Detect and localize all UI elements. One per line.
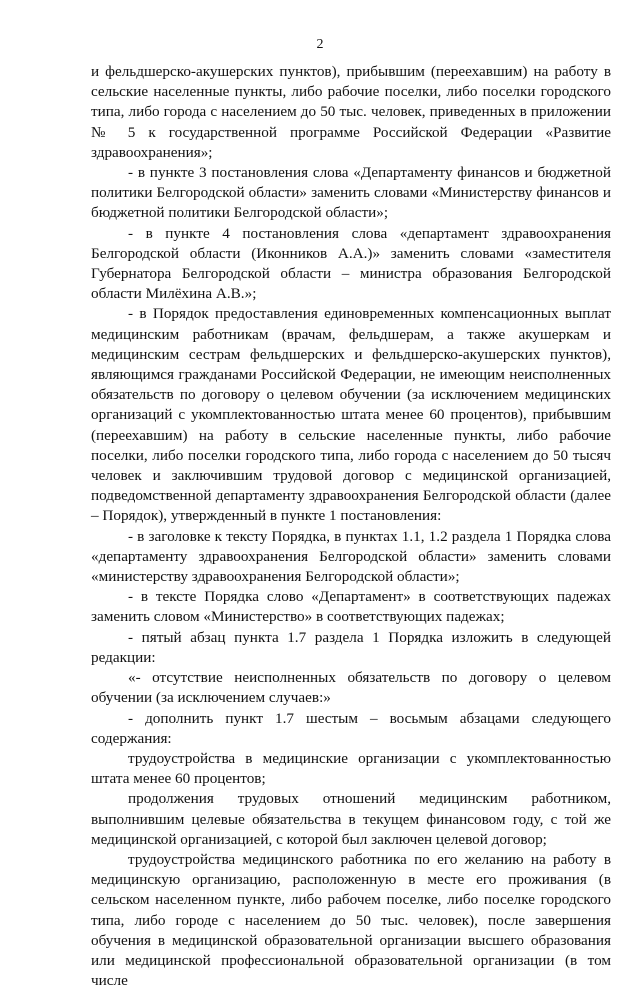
paragraph-quoted-wording: «- отсутствие неисполненных обязательств по договору о целевом обучении (за исключением случаев:» <box>91 669 611 707</box>
paragraph-continued-employment: продолжения трудовых отношений медицинским работником, выполнившим целевые обязательства в текущем финансовом году, с той же медицинской организацией, с которой был заключен целевой договор; <box>91 790 611 848</box>
paragraph-point-3-amendment: - в пункте 3 постановления слова «Департаменту финансов и бюджетной политики Белгородской области» заменить словами «Министерству финансов и бюджетной политики Белгородской области»; <box>91 164 611 222</box>
paragraph-point-4-amendment: - в пункте 4 постановления слова «департамент здравоохранения Белгородской области (Иконников А.А.)» заменить словами «заместителя Губернатора Белгородской области – министра образования Белгородской области Милёхина А.В.»; <box>91 224 611 303</box>
paragraph-employment-at-residence: трудоустройства медицинского работника по его желанию на работу в медицинскую организацию, расположенную в месте его проживания (в сельском населенном пункте, либо рабочем поселке, либо поселке городского типа, либо городе с населением до 50 тыс. человек), после завершения обучения в медицинской образовательной организации высшего образования или медицинской профессиональной образовательной организации (в том числе <box>91 850 611 990</box>
page-number: 2 <box>316 37 324 52</box>
paragraph-fifth-abzac: - пятый абзац пункта 1.7 раздела 1 Порядка изложить в следующей редакции: <box>91 628 611 666</box>
paragraph-continuation: и фельдшерско-акушерских пунктов), прибывшим (переехавшим) на работу в сельские населенные пункты, либо рабочие поселки, либо поселки городского типа, либо города с населением до 50 тыс. человек, приведенных в приложении № 5 к государственной программе Российской Федерации «Развитие здравоохранения»; <box>91 63 611 161</box>
paragraph-department-replacement: - в тексте Порядка слово «Департамент» в соответствующих падежах заменить словом «Министерство» в соответствующих падежах; <box>91 588 611 626</box>
paragraph-employment-understaffed: трудоустройства в медицинские организации с укомплектованностью штата менее 60 процентов; <box>91 749 611 788</box>
document-body <box>91 62 611 991</box>
paragraph-procedure-amendment: - в Порядок предоставления единовременных компенсационных выплат медицинским работникам (врачам, фельдшерам, а также акушеркам и медицинским сестрам фельдшерских и фельдшерско-акушерских пунктов), являющимся гражданами Российской Федерации, не имеющим неисполненных обязательств по договору о целевом обучении (за исключением медицинских организаций с укомплектованностью штата менее 60 процентов), прибывшим (переехавшим) на работу в сельские населенные пункты, либо рабочие поселки, либо поселки городского типа, либо города с населением до 50 тысяч человек и заключившим трудовой договор с медицинской организацией, подведомственной департаменту здравоохранения Белгородской области (далее – Порядок), утвержденный в пункте 1 постановления: <box>91 305 611 525</box>
paragraph-title-amendment: - в заголовке к тексту Порядка, в пунктах 1.1, 1.2 раздела 1 Порядка слова «департаменту здравоохранения Белгородской области» заменить словами «министерству здравоохранения Белгородской области»; <box>91 527 611 586</box>
paragraph-supplement-1-7: - дополнить пункт 1.7 шестым – восьмым абзацами следующего содержания: <box>91 709 611 747</box>
